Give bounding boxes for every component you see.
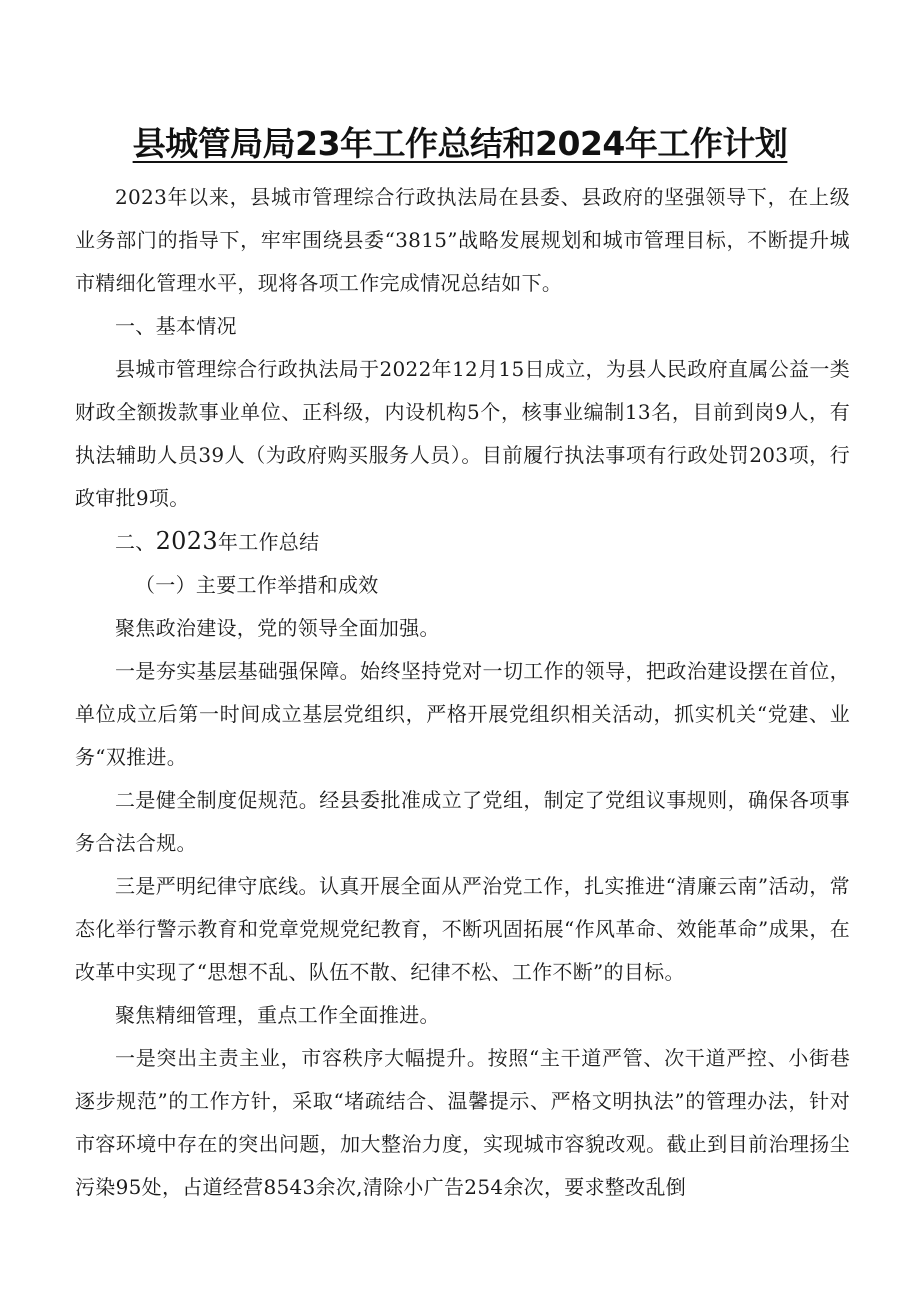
document-title: 县城管局局23年工作总结和2024年工作计划 [132, 124, 788, 163]
section-heading-year: 2023 [155, 527, 218, 555]
section-heading-basic: 一、基本情况 [115, 314, 237, 338]
section-heading-suffix: 年工作总结 [217, 530, 320, 554]
paragraph-city-order: 一是突出主责主业，市容秩序大幅提升。按照“主干道严管、次干道严控、小街巷逐步规范”的工作方针，采取“堵疏结合、温馨提示、严格文明执法”的管理办法，针对市容环境中存在的突出问题，加大整治力度，实现城市容貌改观。截止到目前治理扬尘污染95处，占道经营8543余次,清除小广告254余次，要求整改乱倒 [75, 1046, 850, 1199]
subsection-heading-measures: （一）主要工作举措和成效 [135, 573, 379, 597]
paragraph-management-focus: 聚焦精细管理，重点工作全面推进。 [115, 1003, 440, 1027]
paragraph-political-focus: 聚焦政治建设，党的领导全面加强。 [115, 616, 440, 640]
paragraph-point-one: 一是夯实基层基础强保障。始终坚持党对一切工作的领导，把政治建设摆在首位，单位成立后第一时间成立基层党组织，严格开展党组织相关活动，抓实机关“党建、业务“双推进。 [75, 659, 850, 769]
section-heading-prefix: 二、 [115, 530, 156, 554]
section-heading-summary [75, 520, 850, 564]
paragraph-point-two: 二是健全制度促规范。经县委批准成立了党组，制定了党组议事规则，确保各项事务合法合规。 [75, 788, 850, 855]
paragraph-point-three: 三是严明纪律守底线。认真开展全面从严治党工作，扎实推进“清廉云南”活动，常态化举行警示教育和党章党规党纪教育，不断巩固拓展“作风革命、效能革命”成果，在改革中实现了“思想不乱、队伍不散、纪律不松、工作不断”的目标。 [75, 874, 850, 984]
document-body [75, 176, 850, 1209]
basic-info-paragraph: 县城市管理综合行政执法局于2022年12月15日成立，为县人民政府直属公益一类财政全额拨款事业单位、正科级，内设机构5个，核事业编制13名，目前到岗9人，有执法辅助人员39人（为政府购买服务人员）。目前履行执法事项有行政处罚203项，行政审批9项。 [75, 357, 850, 510]
intro-paragraph: 2023年以来，县城市管理综合行政执法局在县委、县政府的坚强领导下，在上级业务部门的指导下，牢牢围绕县委“3815”战略发展规划和城市管理目标，不断提升城市精细化管理水平，现将各项工作完成情况总结如下。 [75, 185, 850, 295]
